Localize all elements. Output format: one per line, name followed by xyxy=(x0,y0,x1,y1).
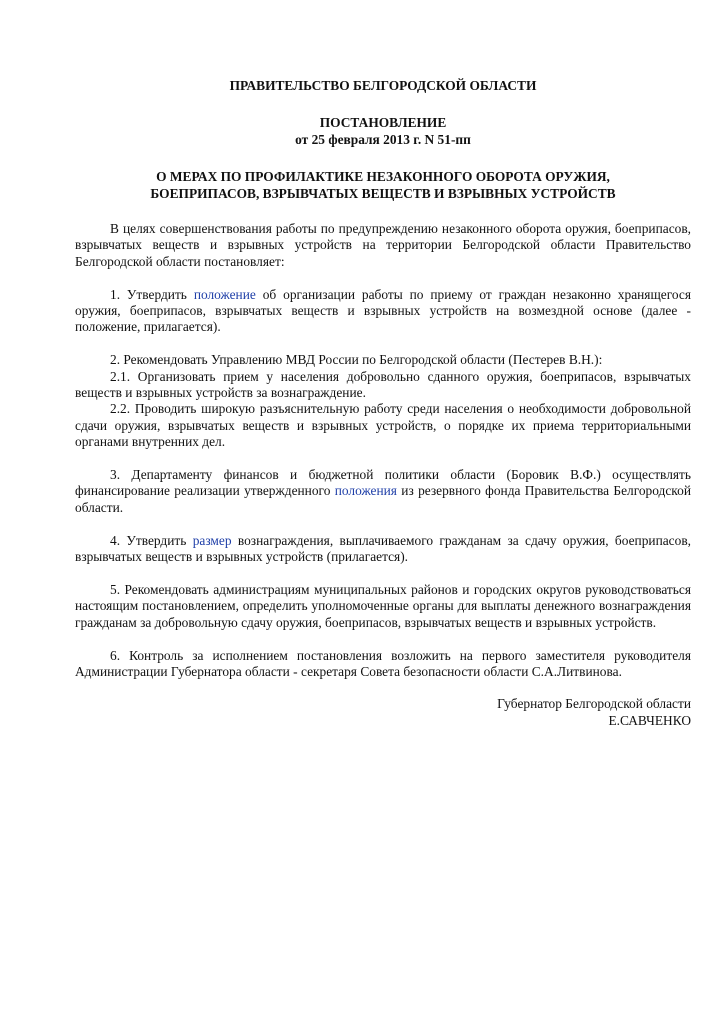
paragraph-3 xyxy=(75,467,691,516)
doc-type-heading: ПОСТАНОВЛЕНИЕ xyxy=(319,115,447,131)
org-heading: ПРАВИТЕЛЬСТВО БЕЛГОРОДСКОЙ ОБЛАСТИ xyxy=(229,78,537,93)
doc-title-line-1: О МЕРАХ ПО ПРОФИЛАКТИКЕ НЕЗАКОННОГО ОБОРОТА ОРУЖИЯ, xyxy=(156,169,610,185)
paragraph-3-text-a: 3. Департаменту финансов и бюджетной политики области (Боровик В.Ф.) осуществлять финансирование реализации утвержденного xyxy=(75,467,691,499)
polozhenie-link[interactable]: положение xyxy=(193,286,256,302)
polozheniya-link[interactable]: положения xyxy=(334,483,397,499)
paragraph-2: 2. Рекомендовать Управлению МВД России по Белгородской области (Пестерев В.Н.): xyxy=(110,352,603,368)
paragraph-6: 6. Контроль за исполнением постановления возложить на первого заместителя руководителя Администрации Губернатора области - секретаря Совета безопасности области С.А.Литвинова. xyxy=(75,647,691,679)
paragraph-2-2: 2.2. Проводить широкую разъяснительную работу среди населения о необходимости добровольной сдачи оружия, взрывчатых веществ и взрывных устройств, о порядке их приема территориальными органами внутренних дел. xyxy=(75,401,691,450)
spacer xyxy=(75,631,691,647)
signature-block xyxy=(75,696,691,729)
intro-paragraph: В целях совершенствования работы по предупреждению незаконного оборота оружия, боеприпасов, взрывчатых веществ и взрывных устройств на территории Белгородской области Правительство Белгородской области постановляет: xyxy=(75,221,691,269)
doc-title-line-2: БОЕПРИПАСОВ, ВЗРЫВЧАТЫХ ВЕЩЕСТВ И ВЗРЫВНЫХ УСТРОЙСТВ xyxy=(150,185,616,201)
paragraph-4-text-a: 4. Утвердить xyxy=(110,532,193,548)
spacer xyxy=(75,516,691,532)
paragraph-1-text-a: 1. Утвердить xyxy=(110,286,194,302)
spacer xyxy=(75,270,691,286)
paragraph-1-text-b: об организации работы по приему от граждан незаконно хранящегося оружия, боеприпасов, взрывчатых веществ и взрывных устройств на возмездной основе (далее - положение, прилагается). xyxy=(75,286,692,335)
paragraph-4 xyxy=(75,533,691,566)
spacer xyxy=(75,566,691,582)
spacer xyxy=(75,336,691,352)
spacer xyxy=(75,451,691,467)
doc-title xyxy=(75,169,691,202)
paragraph-1 xyxy=(75,287,691,336)
doc-date-line: от 25 февраля 2013 г. N 51-пп xyxy=(295,131,471,147)
razmer-link[interactable]: размер xyxy=(192,532,232,548)
paragraph-5: 5. Рекомендовать администрациям муниципальных районов и городских округов руководствоваться настоящим постановлением, определить уполномоченные органы для выплаты денежного вознаграждения гражданам за добровольную сдачу оружия, боеприпасов, взрывчатых веществ и взрывных устройств. xyxy=(75,581,691,630)
paragraph-3-text-b: из резервного фонда Правительства Белгородской области. xyxy=(75,483,691,515)
signature-name: Е.САВЧЕНКО xyxy=(608,712,691,728)
paragraph-2-1: 2.1. Организовать прием у населения добровольно сданного оружия, боеприпасов, взрывчатых веществ и взрывных устройств за вознаграждение. xyxy=(75,368,691,401)
signature-position: Губернатор Белгородской области xyxy=(497,696,691,712)
paragraph-4-text-b: вознаграждения, выплачиваемого гражданам за сдачу оружия, боеприпасов, взрывчатых веществ и взрывных устройств (прилагается). xyxy=(75,532,691,565)
